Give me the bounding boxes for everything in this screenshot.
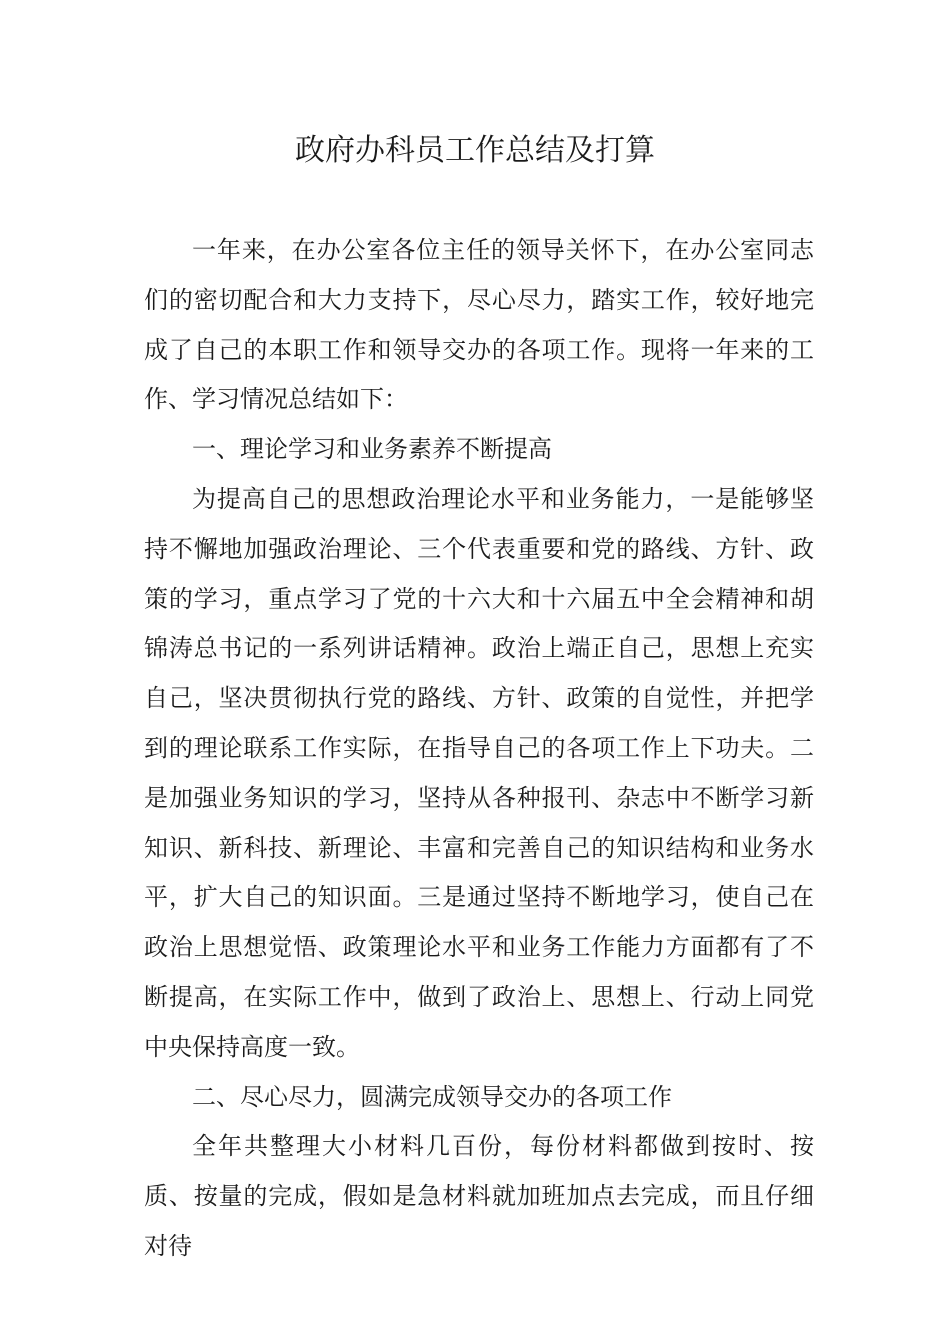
paragraph-section-2: 全年共整理大小材料几百份，每份材料都做到按时、按质、按量的完成，假如是急材料就加班加点去完成，而且仔细对待 bbox=[144, 1132, 814, 1260]
paragraph-section-1: 为提高自己的思想政治理论水平和业务能力，一是能够坚持不懈地加强政治理论、三个代表重要和党的路线、方针、政策的学习，重点学习了党的十六大和十六届五中全会精神和胡锦涛总书记的一系列讲话精神。政治上端正自己，思想上充实自己，坚决贯彻执行党的路线、方针、政策的自觉性，并把学到的理论联系工作实际，在指导自己的各项工作上下功夫。二是加强业务知识的学习，坚持从各种报刊、杂志中不断学习新知识、新科技、新理论、丰富和完善自己的知识结构和业务水平，扩大自己的知识面。三是通过坚持不断地学习，使自己在政治上思想觉悟、政策理论水平和业务工作能力方面都有了不断提高，在实际工作中，做到了政治上、思想上、行动上同党中央保持高度一致。 bbox=[144, 484, 814, 1061]
section-heading-1: 一、理论学习和业务素养不断提高 bbox=[192, 435, 552, 464]
document-title: 政府办科员工作总结及打算 bbox=[295, 133, 655, 168]
paragraph-intro: 一年来，在办公室各位主任的领导关怀下，在办公室同志们的密切配合和大力支持下，尽心尽力，踏实工作，较好地完成了自己的本职工作和领导交办的各项工作。现将一年来的工作、学习情况总结如下： bbox=[144, 236, 814, 414]
section-heading-2: 二、尽心尽力，圆满完成领导交办的各项工作 bbox=[192, 1082, 672, 1111]
document-body bbox=[144, 226, 814, 1272]
